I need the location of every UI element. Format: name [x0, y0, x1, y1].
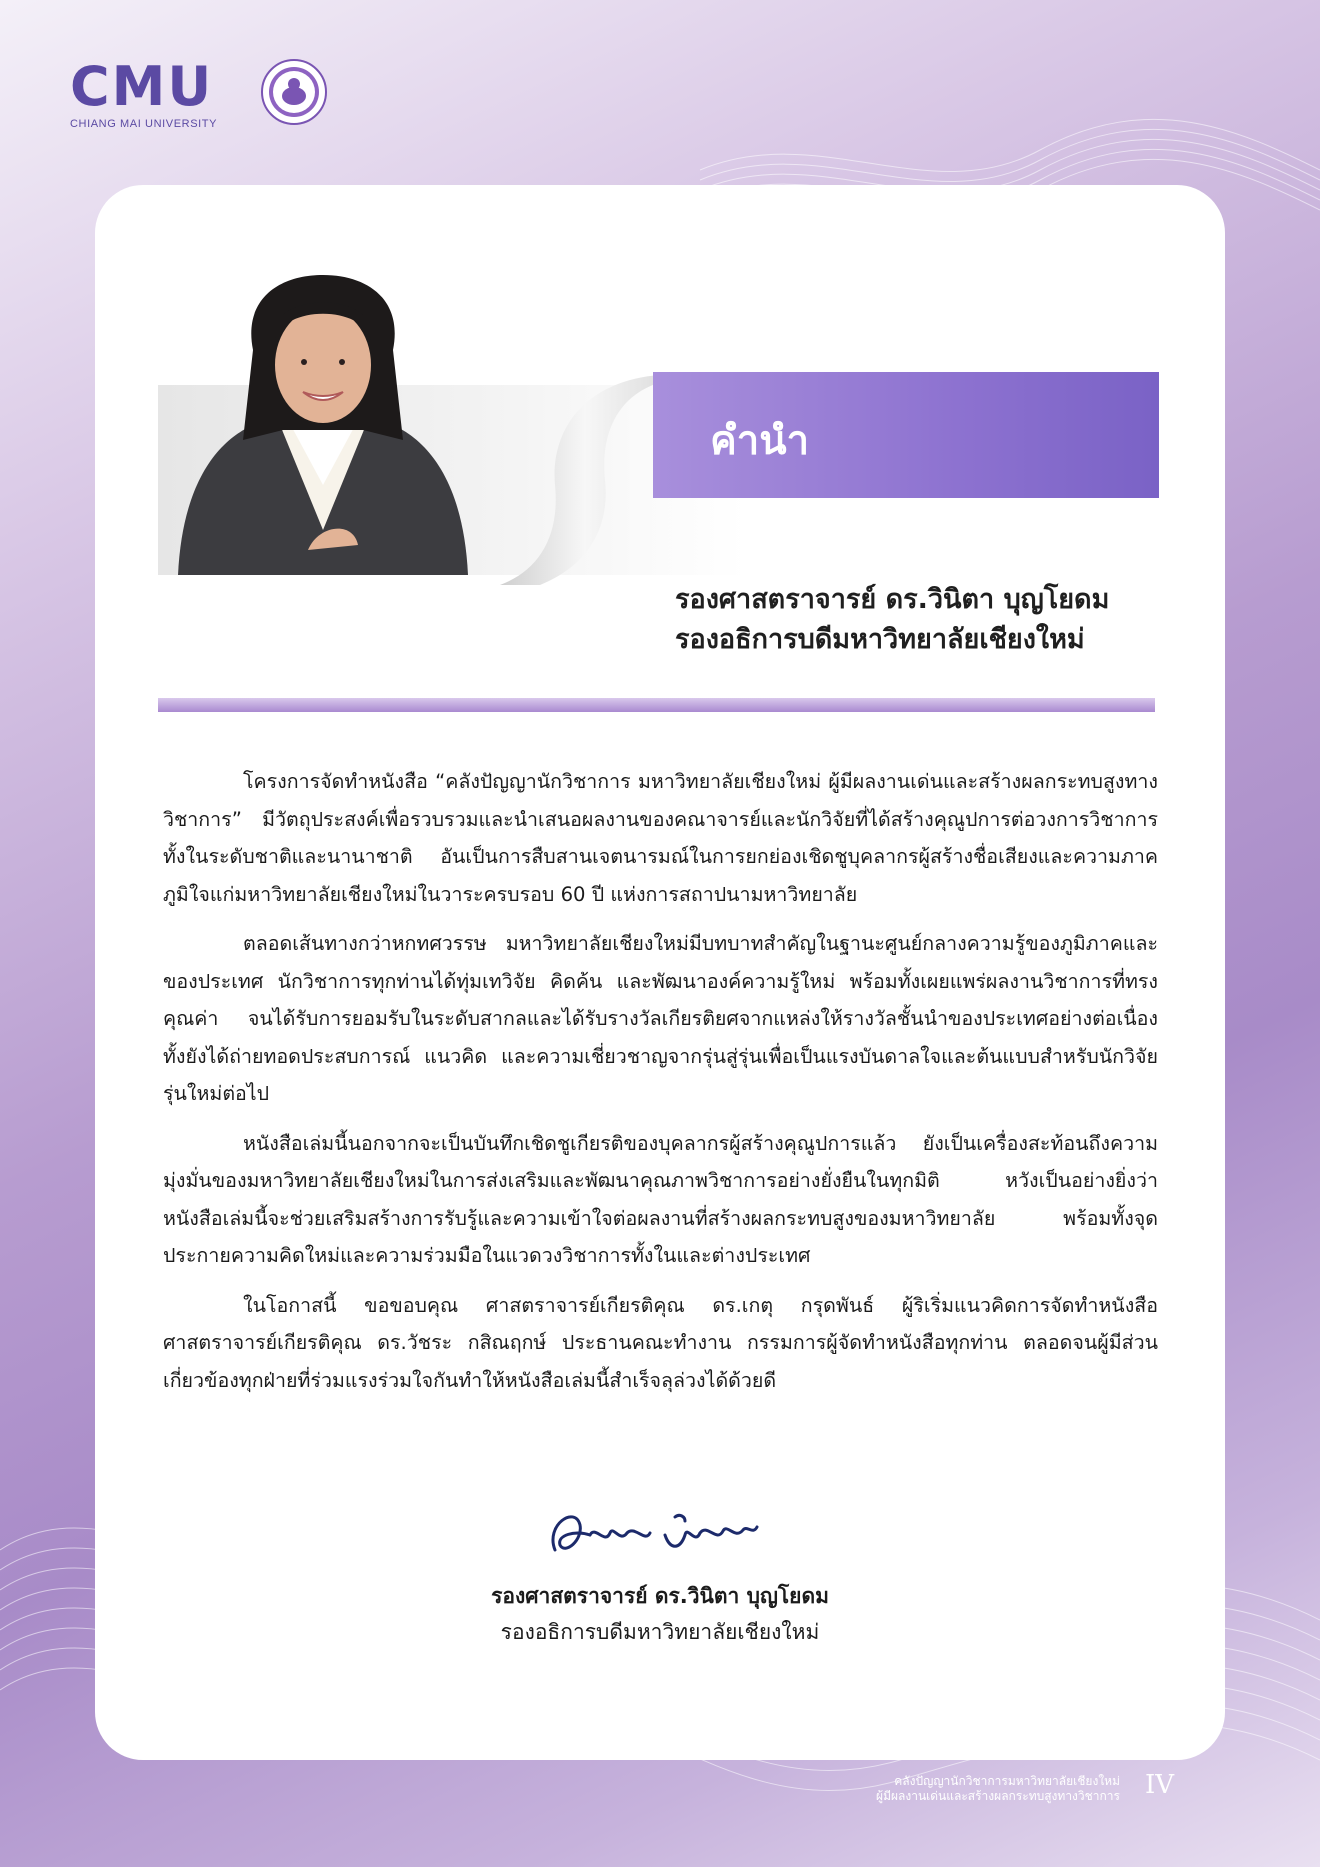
paragraph: ในโอกาสนี้ ขอขอบคุณ ศาสตราจารย์เกียรติคุณ ดร.เกตุ กรุดพันธ์ ผู้ริเริ่มแนวคิดการจัดทำหนังสือ ศาสตราจารย์เกียรติคุณ ดร.วัชระ กสิณฤกษ์ ประธานคณะทำงาน กรรมการผู้จัดทำหนังสือทุกท่าน ตลอดจนผู้มีส่วนเกี่ยวข้องทุกฝ่ายที่ร่วมแรงร่วมใจกันทำให้หนังสือเล่มนี้สำเร็จลุล่วงได้ด้วยดี [163, 1293, 1158, 1392]
cmu-logo-mark: CMU [70, 55, 214, 118]
footer-title-line1: คลังปัญญานักวิชาการมหาวิทยาลัยเชียงใหม่ [894, 1774, 1120, 1788]
content-card [95, 185, 1225, 1760]
title-bar [653, 372, 1159, 498]
signatory-name: รองศาสตราจารย์ ดร.วินิตา บุญโยดม [491, 1584, 829, 1608]
portrait-photo [158, 270, 488, 575]
handwritten-signature [535, 1495, 775, 1575]
page-number: IV [1145, 1770, 1175, 1800]
signatory-position: รองอธิการบดีมหาวิทยาลัยเชียงใหม่ [500, 1620, 820, 1644]
paragraph: หนังสือเล่มนี้นอกจากจะเป็นบันทึกเชิดชูเกียรติของบุคลากรผู้สร้างคุณูปการแล้ว ยังเป็นเครื่องสะท้อนถึงความมุ่งมั่นของมหาวิทยาลัยเชียงใหม่ในการส่งเสริมและพัฒนาคุณภาพวิชาการอย่างยั่งยืนในทุกมิติ หวังเป็นอย่างยิ่งว่าหนังสือเล่มนี้จะช่วยเสริมสร้างการรับรู้และความเข้าใจต่อผลงานที่สร้างผลกระทบสูงของมหาวิทยาลัย พร้อมทั้งจุดประกายความคิดใหม่และความร่วมมือในแวดวงวิชาการทั้งในและต่างประเทศ [163, 1131, 1158, 1267]
cmu-elephant-seal-icon [260, 58, 328, 126]
paragraph: ตลอดเส้นทางกว่าหกทศวรรษ มหาวิทยาลัยเชียงใหม่มีบทบาทสำคัญในฐานะศูนย์กลางความรู้ของภูมิภาคและของประเทศ นักวิชาการทุกท่านได้ทุ่มเทวิจัย คิดค้น และพัฒนาองค์ความรู้ใหม่ พร้อมทั้งเผยแพร่ผลงานวิชาการที่ทรงคุณค่า จนได้รับการยอมรับในระดับสากลและได้รับรางวัลเกียรติยศจากแหล่งให้รางวัลชั้นนำของประเทศอย่างต่อเนื่อง ทั้งยังได้ถ่ายทอดประสบการณ์ แนวคิด และความเชี่ยวชาญจากรุ่นสู่รุ่นเพื่อเป็นแรงบันดาลใจและต้นแบบสำหรับนักวิจัยรุ่นใหม่ต่อไป [163, 932, 1158, 1105]
cmu-logo [70, 55, 230, 130]
section-divider [158, 698, 1155, 712]
page-title: คำนำ [710, 418, 810, 464]
footer-book-title [876, 1774, 1120, 1804]
cmu-logo-subtitle: CHIANG MAI UNIVERSITY [70, 118, 218, 130]
person-heading [675, 580, 1175, 660]
curved-ribbon-decoration [500, 375, 670, 585]
footer-title-line2: ผู้มีผลงานเด่นและสร้างผลกระทบสูงทางวิชาการ [876, 1789, 1120, 1803]
foreword-body [163, 763, 1158, 1411]
person-name: รองศาสตราจารย์ ดร.วินิตา บุญโยดม [675, 584, 1110, 615]
paragraph: โครงการจัดทำหนังสือ “คลังปัญญานักวิชาการ มหาวิทยาลัยเชียงใหม่ ผู้มีผลงานเด่นและสร้างผลกระทบสูงทางวิชาการ” มีวัตถุประสงค์เพื่อรวบรวมและนำเสนอผลงานของคณาจารย์และนักวิจัยที่ได้สร้างคุณูปการต่อวงการวิชาการทั้งในระดับชาติและนานาชาติ อันเป็นการสืบสานเจตนารมณ์ในการยกย่องเชิดชูบุคลากรผู้สร้างชื่อเสียงและความภาคภูมิใจแก่มหาวิทยาลัยเชียงใหม่ในวาระครบรอบ 60 ปี แห่งการสถาปนามหาวิทยาลัย [163, 770, 1158, 906]
person-position: รองอธิการบดีมหาวิทยาลัยเชียงใหม่ [675, 624, 1085, 655]
